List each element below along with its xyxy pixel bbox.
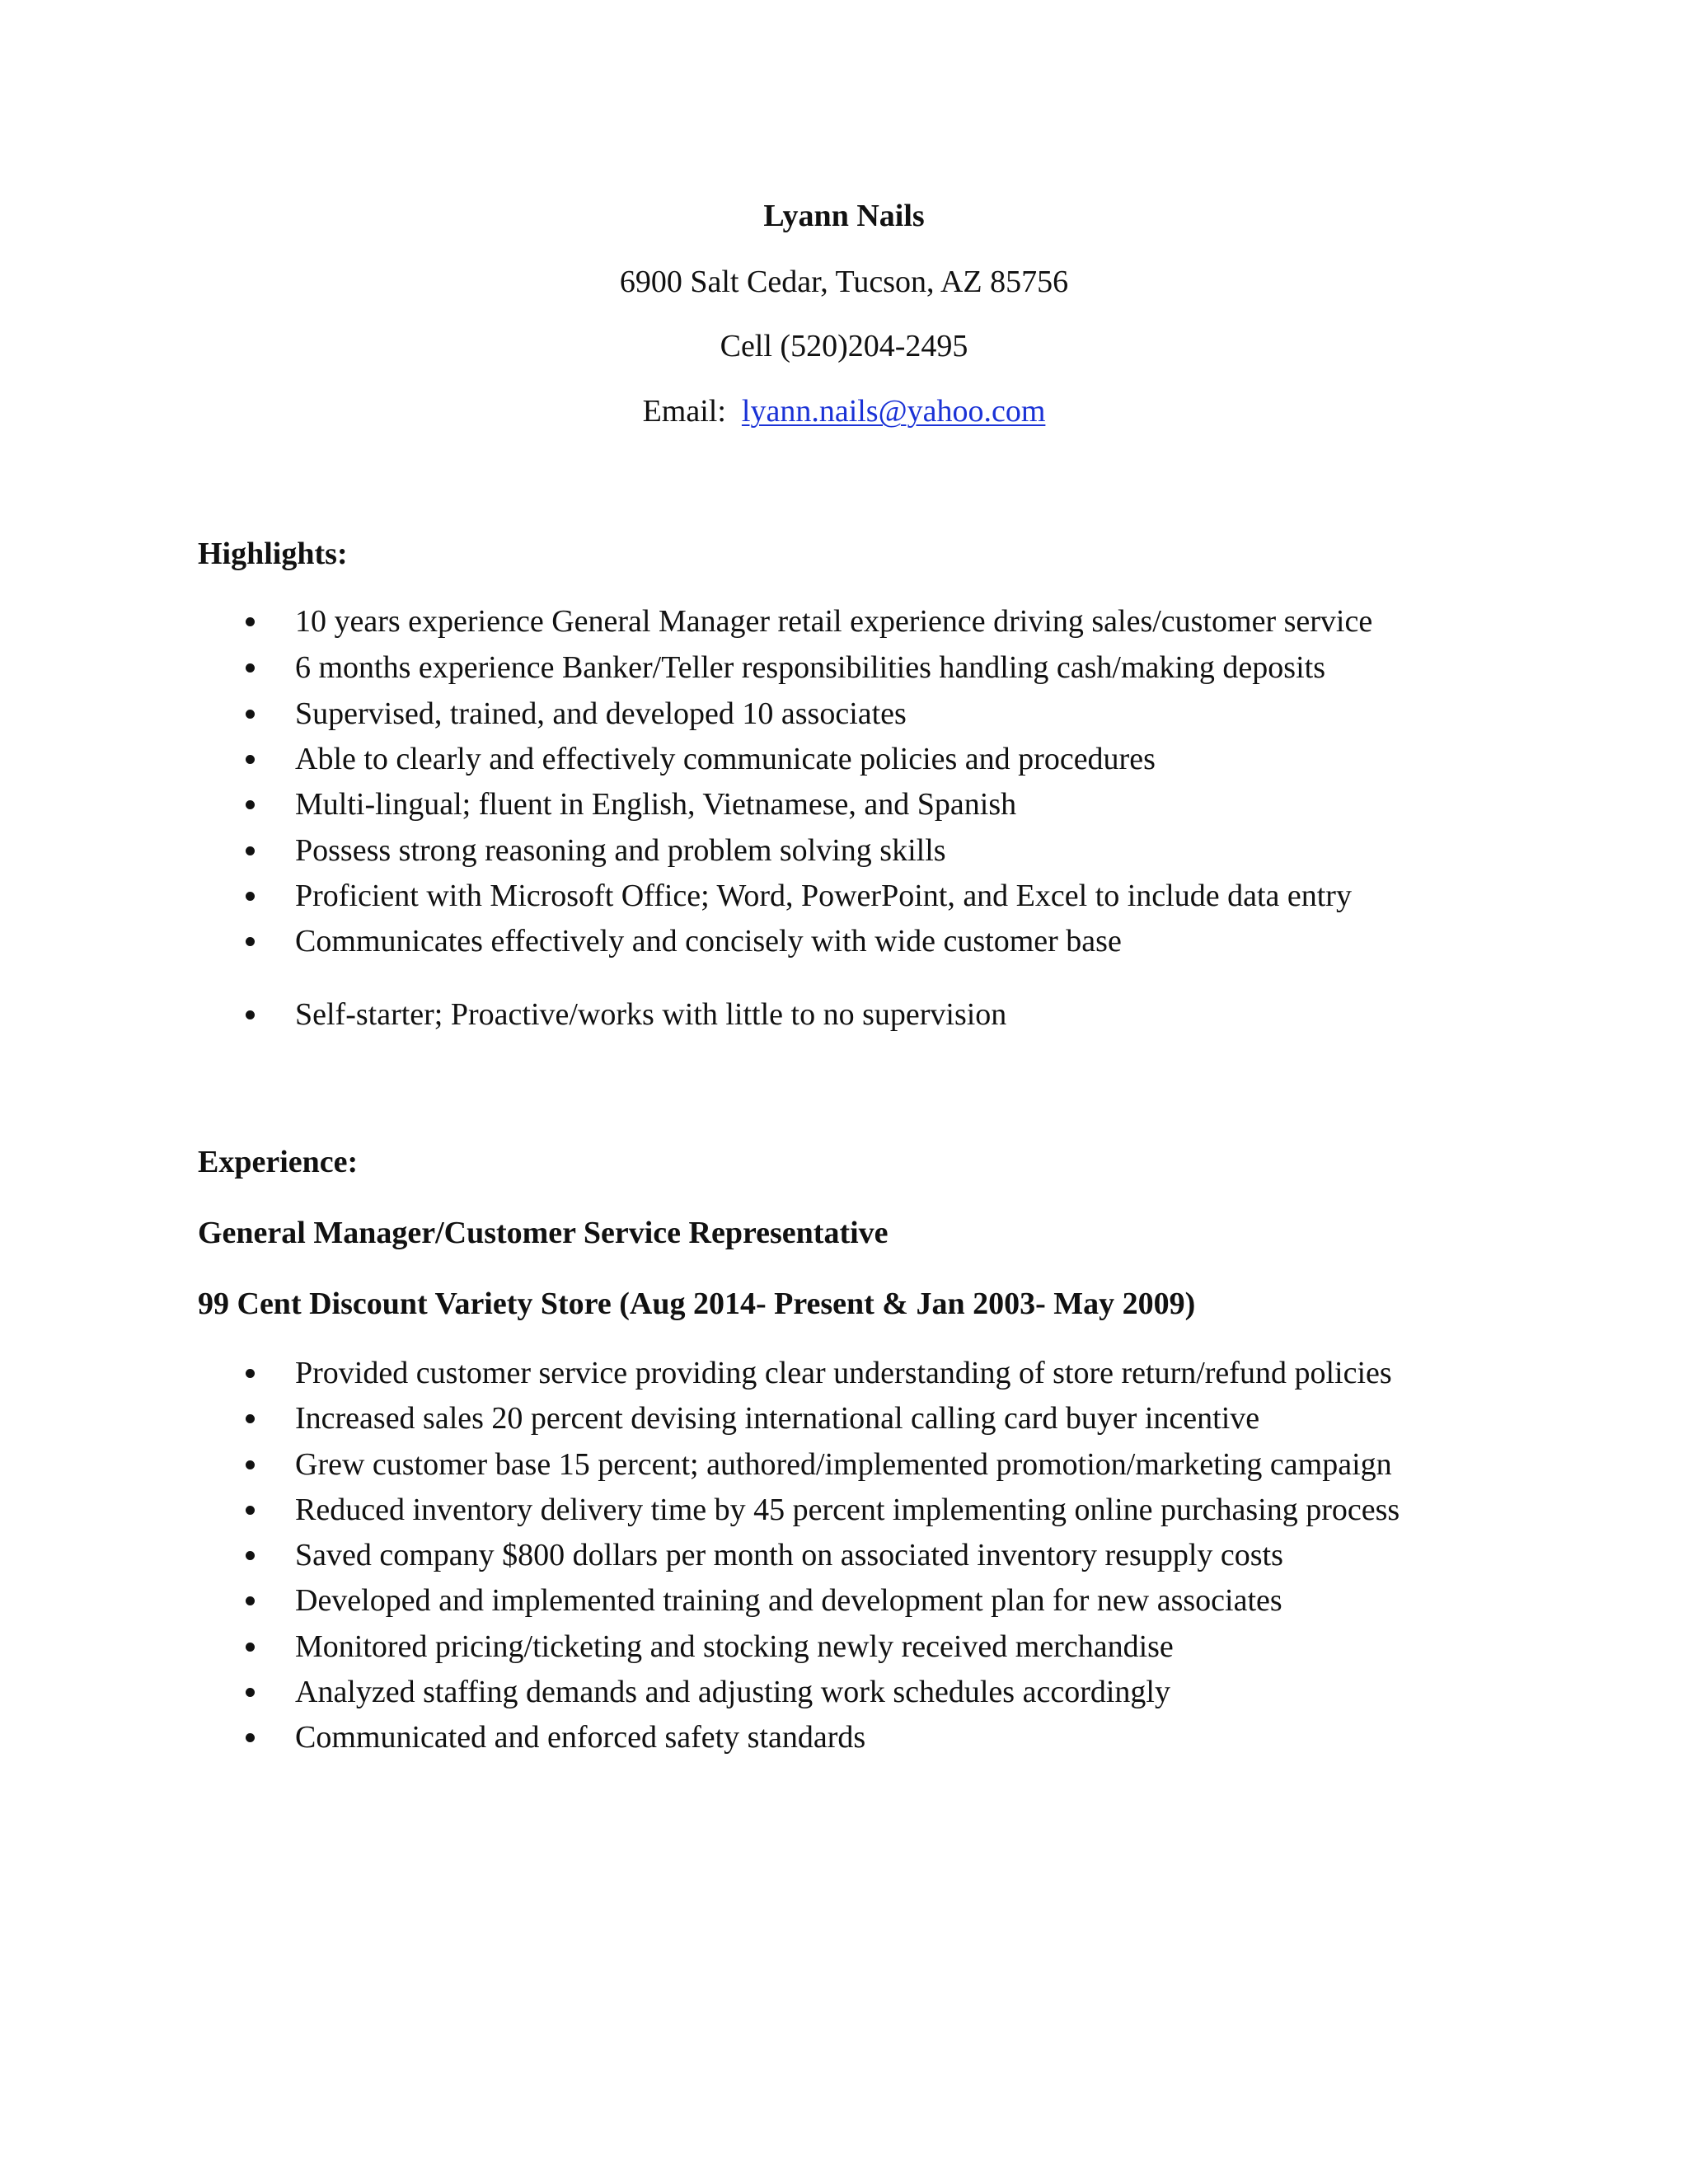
bullet-icon [246, 892, 255, 901]
bullet-icon [246, 617, 255, 626]
bullet-icon [246, 1369, 255, 1378]
list-item-text: Possess strong reasoning and problem solving skills [295, 833, 946, 868]
bullet-icon [246, 1010, 255, 1019]
list-item-text: Self-starter; Proactive/works with little to no supervision [295, 997, 1007, 1032]
list-item-text: Developed and implemented training and development plan for new associates [295, 1583, 1282, 1618]
bullet-icon [246, 800, 255, 809]
applicant-name: Lyann Nails [763, 199, 925, 233]
email-line [0, 391, 1688, 431]
email-label: Email: [642, 394, 726, 429]
bullet-icon [246, 1460, 255, 1469]
list-item-text: Communicated and enforced safety standards [295, 1720, 866, 1755]
bullet-icon [246, 663, 255, 673]
list-item-text: Able to clearly and effectively communicate policies and procedures [295, 742, 1156, 776]
list-item-text: 6 months experience Banker/Teller responsibilities handling cash/making deposits [295, 650, 1325, 685]
list-item-text: 10 years experience General Manager retail experience driving sales/customer service [295, 604, 1373, 639]
job-company: 99 Cent Discount Variety Store (Aug 2014- Present & Jan 2003- May 2009) [198, 1286, 1196, 1321]
list-item-text: Communicates effectively and concisely with wide customer base [295, 924, 1122, 958]
experience-heading: Experience: [198, 1145, 359, 1179]
list-item-text: Analyzed staffing demands and adjusting work schedules accordingly [295, 1675, 1170, 1709]
highlights-heading: Highlights: [198, 537, 348, 571]
list-item-text: Proficient with Microsoft Office; Word, PowerPoint, and Excel to include data entry [295, 879, 1352, 913]
bullet-icon [246, 846, 255, 855]
bullet-icon [246, 1688, 255, 1697]
list-item-text: Reduced inventory delivery time by 45 percent implementing online purchasing process [295, 1493, 1400, 1527]
job-title: General Manager/Customer Service Representative [198, 1216, 889, 1250]
bullet-icon [246, 1551, 255, 1560]
bullet-icon [246, 710, 255, 719]
list-item-text: Increased sales 20 percent devising international calling card buyer incentive [295, 1401, 1260, 1436]
bullet-icon [246, 755, 255, 764]
list-item-text: Grew customer base 15 percent; authored/implemented promotion/marketing campaign [295, 1447, 1392, 1482]
bullet-icon [246, 937, 255, 946]
email-link[interactable]: lyann.nails@yahoo.com [741, 394, 1046, 429]
bullet-icon [246, 1596, 255, 1605]
list-item-text: Supervised, trained, and developed 10 associates [295, 696, 907, 731]
list-item-text: Monitored pricing/ticketing and stocking newly received merchandise [295, 1629, 1174, 1664]
bullet-icon [246, 1414, 255, 1423]
address: 6900 Salt Cedar, Tucson, AZ 85756 [619, 265, 1069, 299]
bullet-icon [246, 1643, 255, 1652]
cell-phone: Cell (520)204-2495 [720, 329, 968, 363]
bullet-icon [246, 1733, 255, 1742]
bullet-icon [246, 1506, 255, 1515]
list-item-text: Saved company $800 dollars per month on associated inventory resupply costs [295, 1538, 1283, 1572]
list-item-text: Provided customer service providing clear understanding of store return/refund policies [295, 1356, 1392, 1390]
list-item-text: Multi-lingual; fluent in English, Vietnamese, and Spanish [295, 787, 1017, 822]
